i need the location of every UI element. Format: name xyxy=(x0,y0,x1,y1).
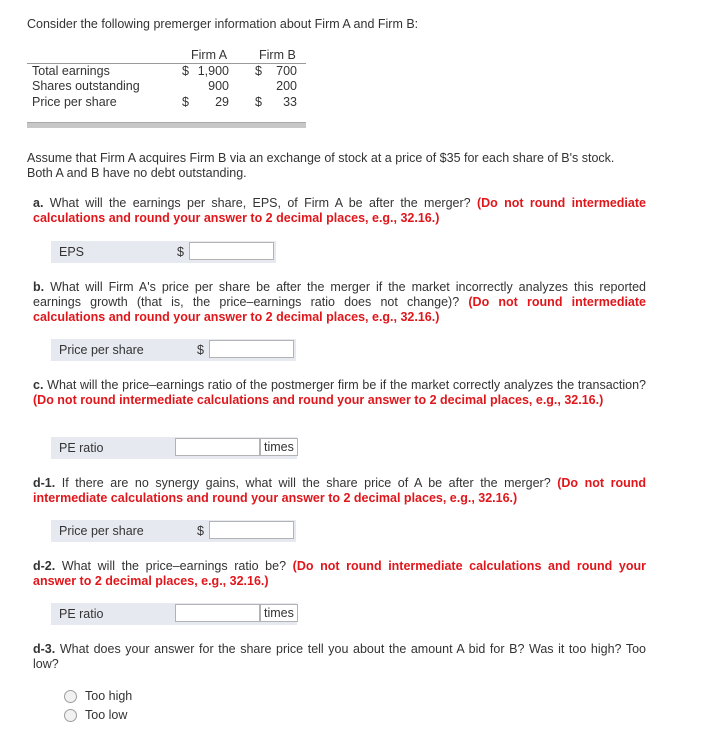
question-c-note: (Do not round intermediate calculations and round your answer to 2 decimal places, e.g., 32.16.) xyxy=(33,393,604,407)
firm-b-currency: $ xyxy=(255,64,262,78)
table-row xyxy=(27,95,306,111)
pe-ratio-input[interactable] xyxy=(175,438,260,456)
unit-label: times xyxy=(260,604,298,622)
eps-input[interactable] xyxy=(189,242,274,260)
question-d2-text: What will the price–earnings ratio be? xyxy=(61,559,287,573)
question-b-text: What will Firm A's price per share be after the merger if the market incorrectly analyzes this reported earnings growth (that is, the price–earnings ratio does not change)? xyxy=(33,280,646,309)
premerger-table xyxy=(27,48,306,128)
question-d2-note: (Do not round intermediate calculations and round your answer to 2 decimal places, e.g., 32.16.) xyxy=(33,559,646,588)
answer-label: Price per share xyxy=(59,343,144,357)
answer-row-pe-ratio-d2 xyxy=(51,603,297,625)
table-row xyxy=(27,79,306,95)
price-per-share-input[interactable] xyxy=(209,340,294,358)
answer-label: EPS xyxy=(59,245,85,259)
firm-a-currency: $ xyxy=(182,95,189,109)
currency-symbol: $ xyxy=(177,245,184,259)
radio-too-low[interactable] xyxy=(64,709,77,722)
question-a xyxy=(33,196,646,226)
answer-label: Price per share xyxy=(59,524,144,538)
question-b-number: b. xyxy=(33,280,45,294)
question-d1-number: d-1. xyxy=(33,476,56,490)
assumption-line-1: Assume that Firm A acquires Firm B via an exchange of stock at a price of $35 for each share of B's stock. xyxy=(27,151,615,165)
share-price-input[interactable] xyxy=(209,521,294,539)
firm-a-currency: $ xyxy=(182,64,189,78)
question-d3-number: d-3. xyxy=(33,642,56,656)
answer-label: PE ratio xyxy=(59,441,104,455)
firm-b-value: 700 xyxy=(276,64,297,78)
answer-row-pe-ratio xyxy=(51,437,297,459)
question-c-number: c. xyxy=(33,378,44,392)
currency-symbol: $ xyxy=(197,524,204,538)
question-a-number: a. xyxy=(33,196,44,210)
col-header-firm-b: Firm B xyxy=(259,48,296,62)
question-c-text: What will the price–earnings ratio of the postmerger firm be if the market correctly analyzes the transaction? xyxy=(47,378,647,392)
row-label: Price per share xyxy=(32,95,117,109)
question-b xyxy=(33,280,646,325)
col-header-firm-a: Firm A xyxy=(191,48,228,62)
question-d1-text: If there are no synergy gains, what will the share price of A be after the merger? xyxy=(61,476,551,490)
firm-b-value: 33 xyxy=(283,95,297,109)
radio-too-high[interactable] xyxy=(64,690,77,703)
question-d3-text: What does your answer for the share price tell you about the amount A bid for B? Was it too high? Too low? xyxy=(33,642,646,671)
question-d1-note: (Do not round intermediate calculations and round your answer to 2 decimal places, e.g., 32.16.) xyxy=(33,476,646,505)
intro-text: Consider the following premerger information about Firm A and Firm B: xyxy=(27,17,419,31)
answer-row-price xyxy=(51,339,296,361)
row-label: Shares outstanding xyxy=(32,79,140,93)
option-label-too-high: Too high xyxy=(85,689,133,703)
pe-ratio-d2-input[interactable] xyxy=(175,604,260,622)
assumption-line-2: Both A and B have no debt outstanding. xyxy=(27,166,247,180)
unit-label: times xyxy=(260,438,298,456)
table-row xyxy=(27,64,306,80)
firm-b-value: 200 xyxy=(276,79,297,93)
option-label-too-low: Too low xyxy=(85,708,128,722)
firm-a-value: 900 xyxy=(208,79,229,93)
table-footer-bar xyxy=(27,122,306,128)
assumption-text xyxy=(27,151,677,181)
row-label: Total earnings xyxy=(32,64,110,78)
answer-row-share-price xyxy=(51,520,296,542)
question-d2-number: d-2. xyxy=(33,559,56,573)
question-a-text: What will the earnings per share, EPS, of Firm A be after the merger? xyxy=(49,196,471,210)
question-d2 xyxy=(33,559,646,589)
currency-symbol: $ xyxy=(197,343,204,357)
firm-a-value: 1,900 xyxy=(197,64,229,78)
question-a-note: (Do not round intermediate calculations and round your answer to 2 decimal places, e.g., 32.16.) xyxy=(33,196,646,225)
firm-a-value: 29 xyxy=(215,95,229,109)
answer-label: PE ratio xyxy=(59,607,104,621)
answer-row-eps xyxy=(51,241,276,263)
question-d1 xyxy=(33,476,646,506)
firm-b-currency: $ xyxy=(255,95,262,109)
question-d3 xyxy=(33,642,646,672)
question-b-note: (Do not round intermediate calculations and round your answer to 2 decimal places, e.g., 32.16.) xyxy=(33,295,646,324)
question-c xyxy=(33,378,646,408)
